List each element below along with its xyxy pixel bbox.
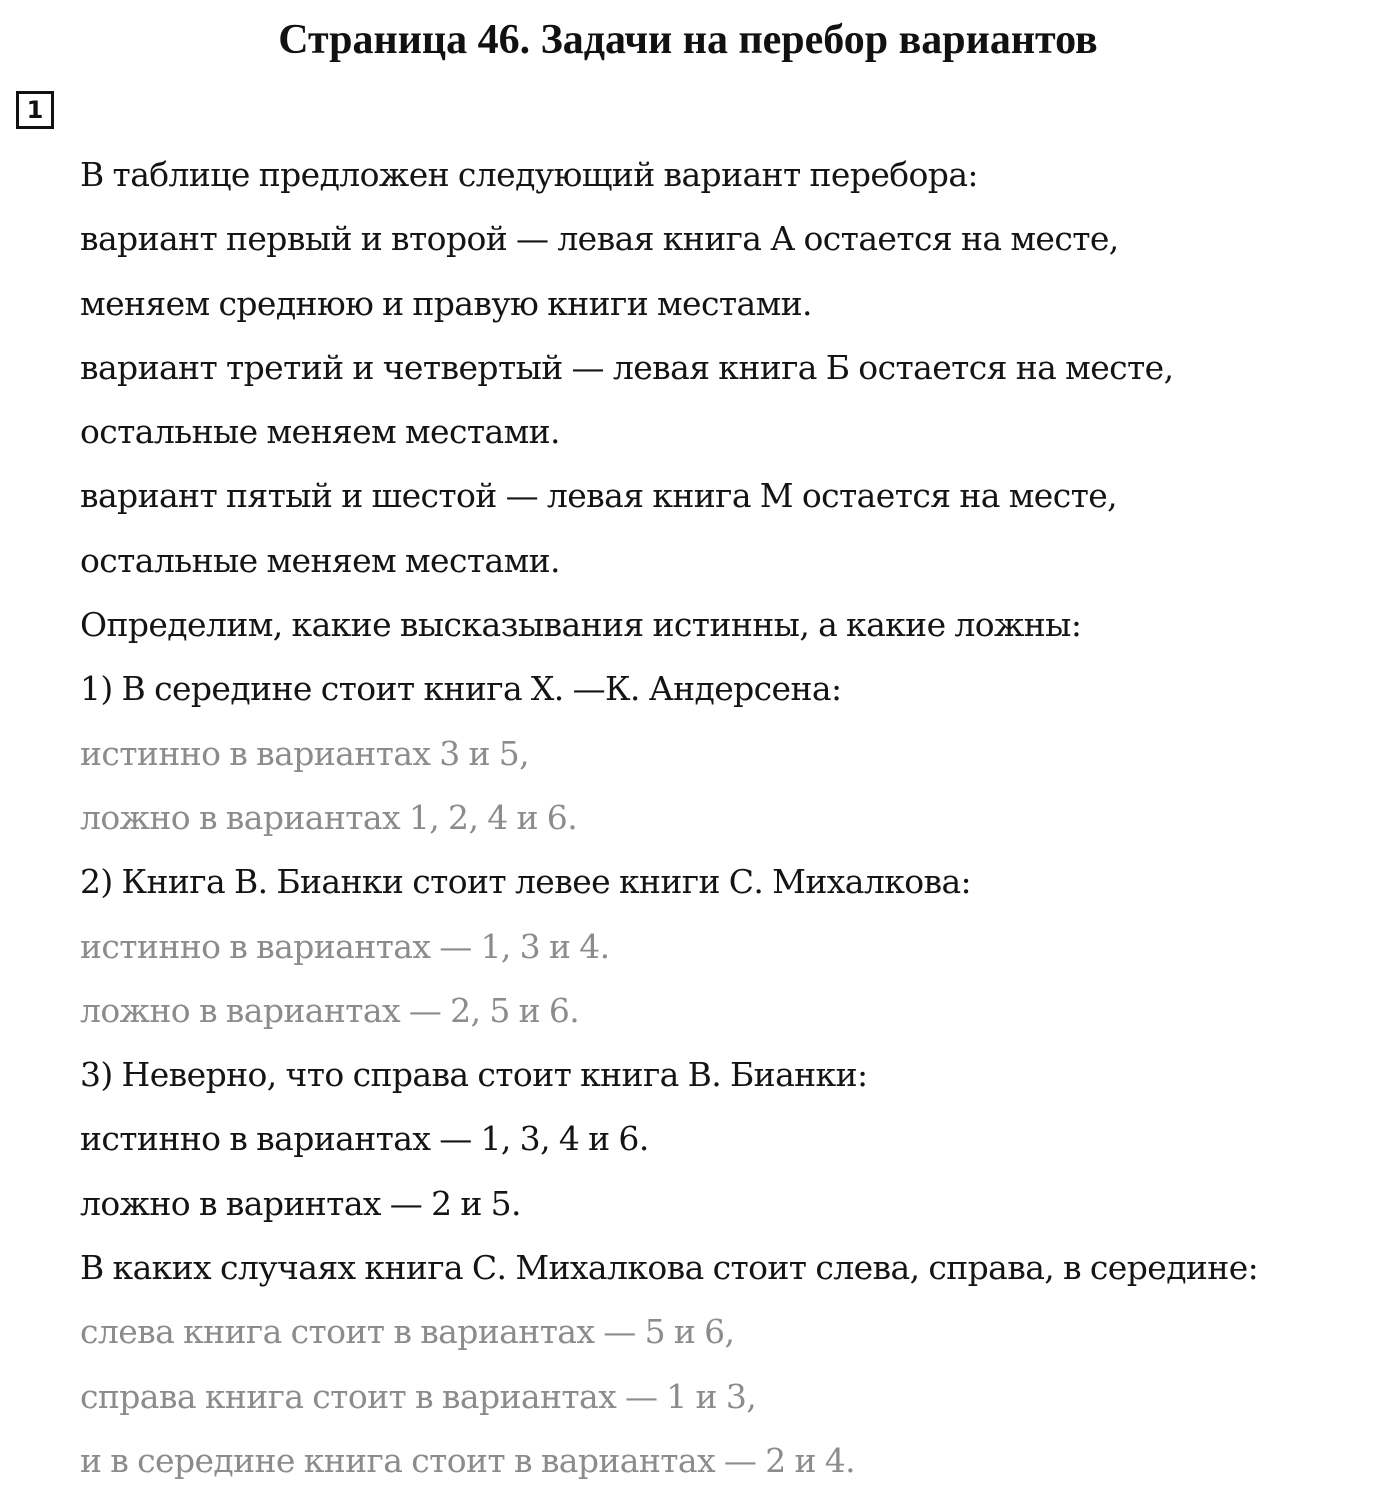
question-line: В каких случаях книга С. Михалкова стоит слева, справа, в середине: [80, 1248, 1259, 1288]
answer-line: слева книга стоит в вариантах — 5 и 6, [80, 1312, 735, 1352]
text-line: остальные меняем местами. [80, 540, 560, 580]
answer-line: истинно в вариантах — 1, 3, 4 и 6. [80, 1119, 649, 1159]
solution-text [80, 143, 1390, 1493]
text-line: Определим, какие высказывания истинны, а какие ложны: [80, 605, 1082, 645]
text-line: В таблице предложен следующий вариант перебора: [80, 155, 978, 194]
answer-line: истинно в вариантах 3 и 5, [80, 733, 530, 773]
text-line: меняем среднюю и правую книги местами. [80, 283, 812, 323]
answer-line: и в середине книга стоит в вариантах — 2 и 4. [80, 1440, 856, 1480]
page-title: Страница 46. Задачи на перебор вариантов [278, 17, 1098, 63]
answer-line: ложно в вариантах — 2, 5 и 6. [80, 990, 580, 1030]
text-line: вариант третий и четвертый — левая книга Б остается на месте, [80, 347, 1174, 387]
answer-line: ложно в варинтах — 2 и 5. [80, 1183, 521, 1223]
text-line: вариант первый и второй — левая книга А остается на месте, [80, 219, 1119, 259]
task-number-box: 1 [16, 91, 54, 129]
statement-2: 2) Книга В. Бианки стоит левее книги С. Михалкова: [80, 862, 972, 902]
answer-line: ложно в вариантах 1, 2, 4 и 6. [80, 797, 578, 837]
statement-3: 3) Неверно, что справа стоит книга В. Бианки: [80, 1055, 868, 1095]
answer-line: справа книга стоит в вариантах — 1 и 3, [80, 1376, 757, 1416]
text-line: вариант пятый и шестой — левая книга М остается на месте, [80, 476, 1118, 516]
answer-line: истинно в вариантах — 1, 3 и 4. [80, 926, 610, 966]
statement-1: 1) В середине стоит книга Х. —К. Андерсена: [80, 669, 842, 709]
text-line: остальные меняем местами. [80, 412, 560, 452]
